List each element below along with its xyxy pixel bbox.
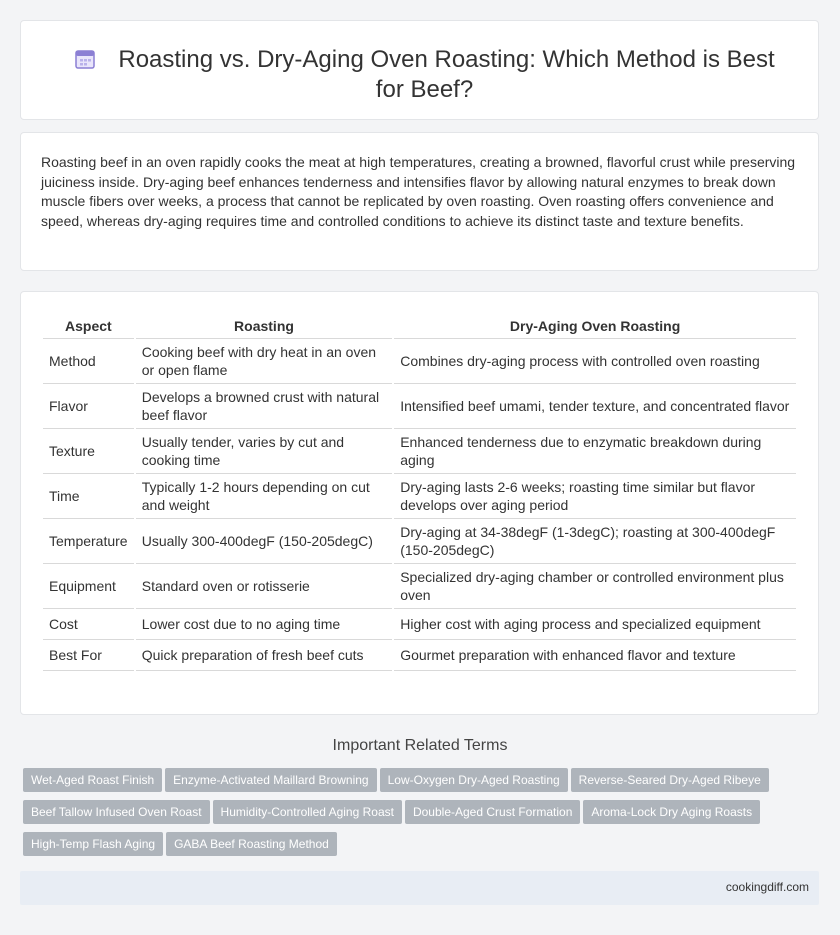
- table-cell: Method: [43, 339, 134, 384]
- table-cell: Dry-aging lasts 2-6 weeks; roasting time similar but flavor develops over aging period: [394, 474, 796, 519]
- table-cell: Quick preparation of fresh beef cuts: [136, 640, 392, 671]
- table-cell: Cost: [43, 609, 134, 640]
- tag-link[interactable]: Humidity-Controlled Aging Roast: [213, 800, 402, 824]
- tag-link[interactable]: Enzyme-Activated Maillard Browning: [165, 768, 376, 792]
- table-row: [43, 640, 796, 671]
- table-cell: Lower cost due to no aging time: [136, 609, 392, 640]
- header-card: [20, 20, 819, 120]
- intro-card: [20, 132, 819, 271]
- table-cell: Enhanced tenderness due to enzymatic breakdown during aging: [394, 429, 796, 474]
- table-row: [43, 564, 796, 609]
- table-cell: Develops a browned crust with natural beef flavor: [136, 384, 392, 429]
- table-cell: Texture: [43, 429, 134, 474]
- table-cell: Standard oven or rotisserie: [136, 564, 392, 609]
- table-header-row: [43, 314, 796, 339]
- calendar-icon: [74, 48, 96, 70]
- intro-paragraph: Roasting beef in an oven rapidly cooks the meat at high temperatures, creating a browned, flavorful crust while preserving juiciness inside. Dry-aging beef enhances tenderness and intensifies flavor by allowing natural enzymes to break down muscle fibers over weeks, a process that cannot be replicated by oven roasting. Oven roasting offers convenience and speed, whereas dry-aging requires time and controlled conditions to achieve its distinct taste and texture benefits.: [41, 154, 796, 229]
- footer: [20, 871, 819, 905]
- table-cell: Gourmet preparation with enhanced flavor and texture: [394, 640, 796, 671]
- header-dry-aging: Dry-Aging Oven Roasting: [394, 314, 796, 339]
- table-row: [43, 429, 796, 474]
- page-title-row: [61, 45, 788, 105]
- tag-link[interactable]: Aroma-Lock Dry Aging Roasts: [583, 800, 760, 824]
- table-cell: Cooking beef with dry heat in an oven or open flame: [136, 339, 392, 384]
- table-cell: Usually 300-400degF (150-205degC): [136, 519, 392, 564]
- header-roasting: Roasting: [136, 314, 392, 339]
- tag-link[interactable]: Reverse-Seared Dry-Aged Ribeye: [571, 768, 769, 792]
- table-row: [43, 384, 796, 429]
- table-row: [43, 339, 796, 384]
- table-row: [43, 609, 796, 640]
- comparison-card: [20, 291, 819, 715]
- related-terms-title: Important Related Terms: [332, 737, 508, 754]
- table-cell: Specialized dry-aging chamber or controlled environment plus oven: [394, 564, 796, 609]
- table-cell: Best For: [43, 640, 134, 671]
- header-aspect: Aspect: [43, 314, 134, 339]
- table-cell: Typically 1-2 hours depending on cut and weight: [136, 474, 392, 519]
- table-cell: Combines dry-aging process with controlled oven roasting: [394, 339, 796, 384]
- table-cell: Temperature: [43, 519, 134, 564]
- title-wrap: [61, 45, 788, 105]
- footer-site-link[interactable]: cookingdiff.com: [725, 880, 809, 894]
- table-cell: Flavor: [43, 384, 134, 429]
- table-cell: Equipment: [43, 564, 134, 609]
- related-terms-tags: [23, 768, 793, 864]
- tag-link[interactable]: Beef Tallow Infused Oven Roast: [23, 800, 210, 824]
- table-cell: Usually tender, varies by cut and cooking time: [136, 429, 392, 474]
- table-cell: Time: [43, 474, 134, 519]
- tag-link[interactable]: Double-Aged Crust Formation: [405, 800, 580, 824]
- table-cell: Intensified beef umami, tender texture, and concentrated flavor: [394, 384, 796, 429]
- table-row: [43, 519, 796, 564]
- tag-link[interactable]: GABA Beef Roasting Method: [166, 832, 337, 856]
- tag-link[interactable]: Wet-Aged Roast Finish: [23, 768, 162, 792]
- tag-link[interactable]: Low-Oxygen Dry-Aged Roasting: [380, 768, 568, 792]
- tag-link[interactable]: High-Temp Flash Aging: [23, 832, 163, 856]
- comparison-table: [41, 314, 798, 671]
- page-title: Roasting vs. Dry-Aging Oven Roasting: Which Method is Best for Beef?: [118, 46, 775, 103]
- table-cell: Higher cost with aging process and specialized equipment: [394, 609, 796, 640]
- table-row: [43, 474, 796, 519]
- table-cell: Dry-aging at 34-38degF (1-3degC); roasting at 300-400degF (150-205degC): [394, 519, 796, 564]
